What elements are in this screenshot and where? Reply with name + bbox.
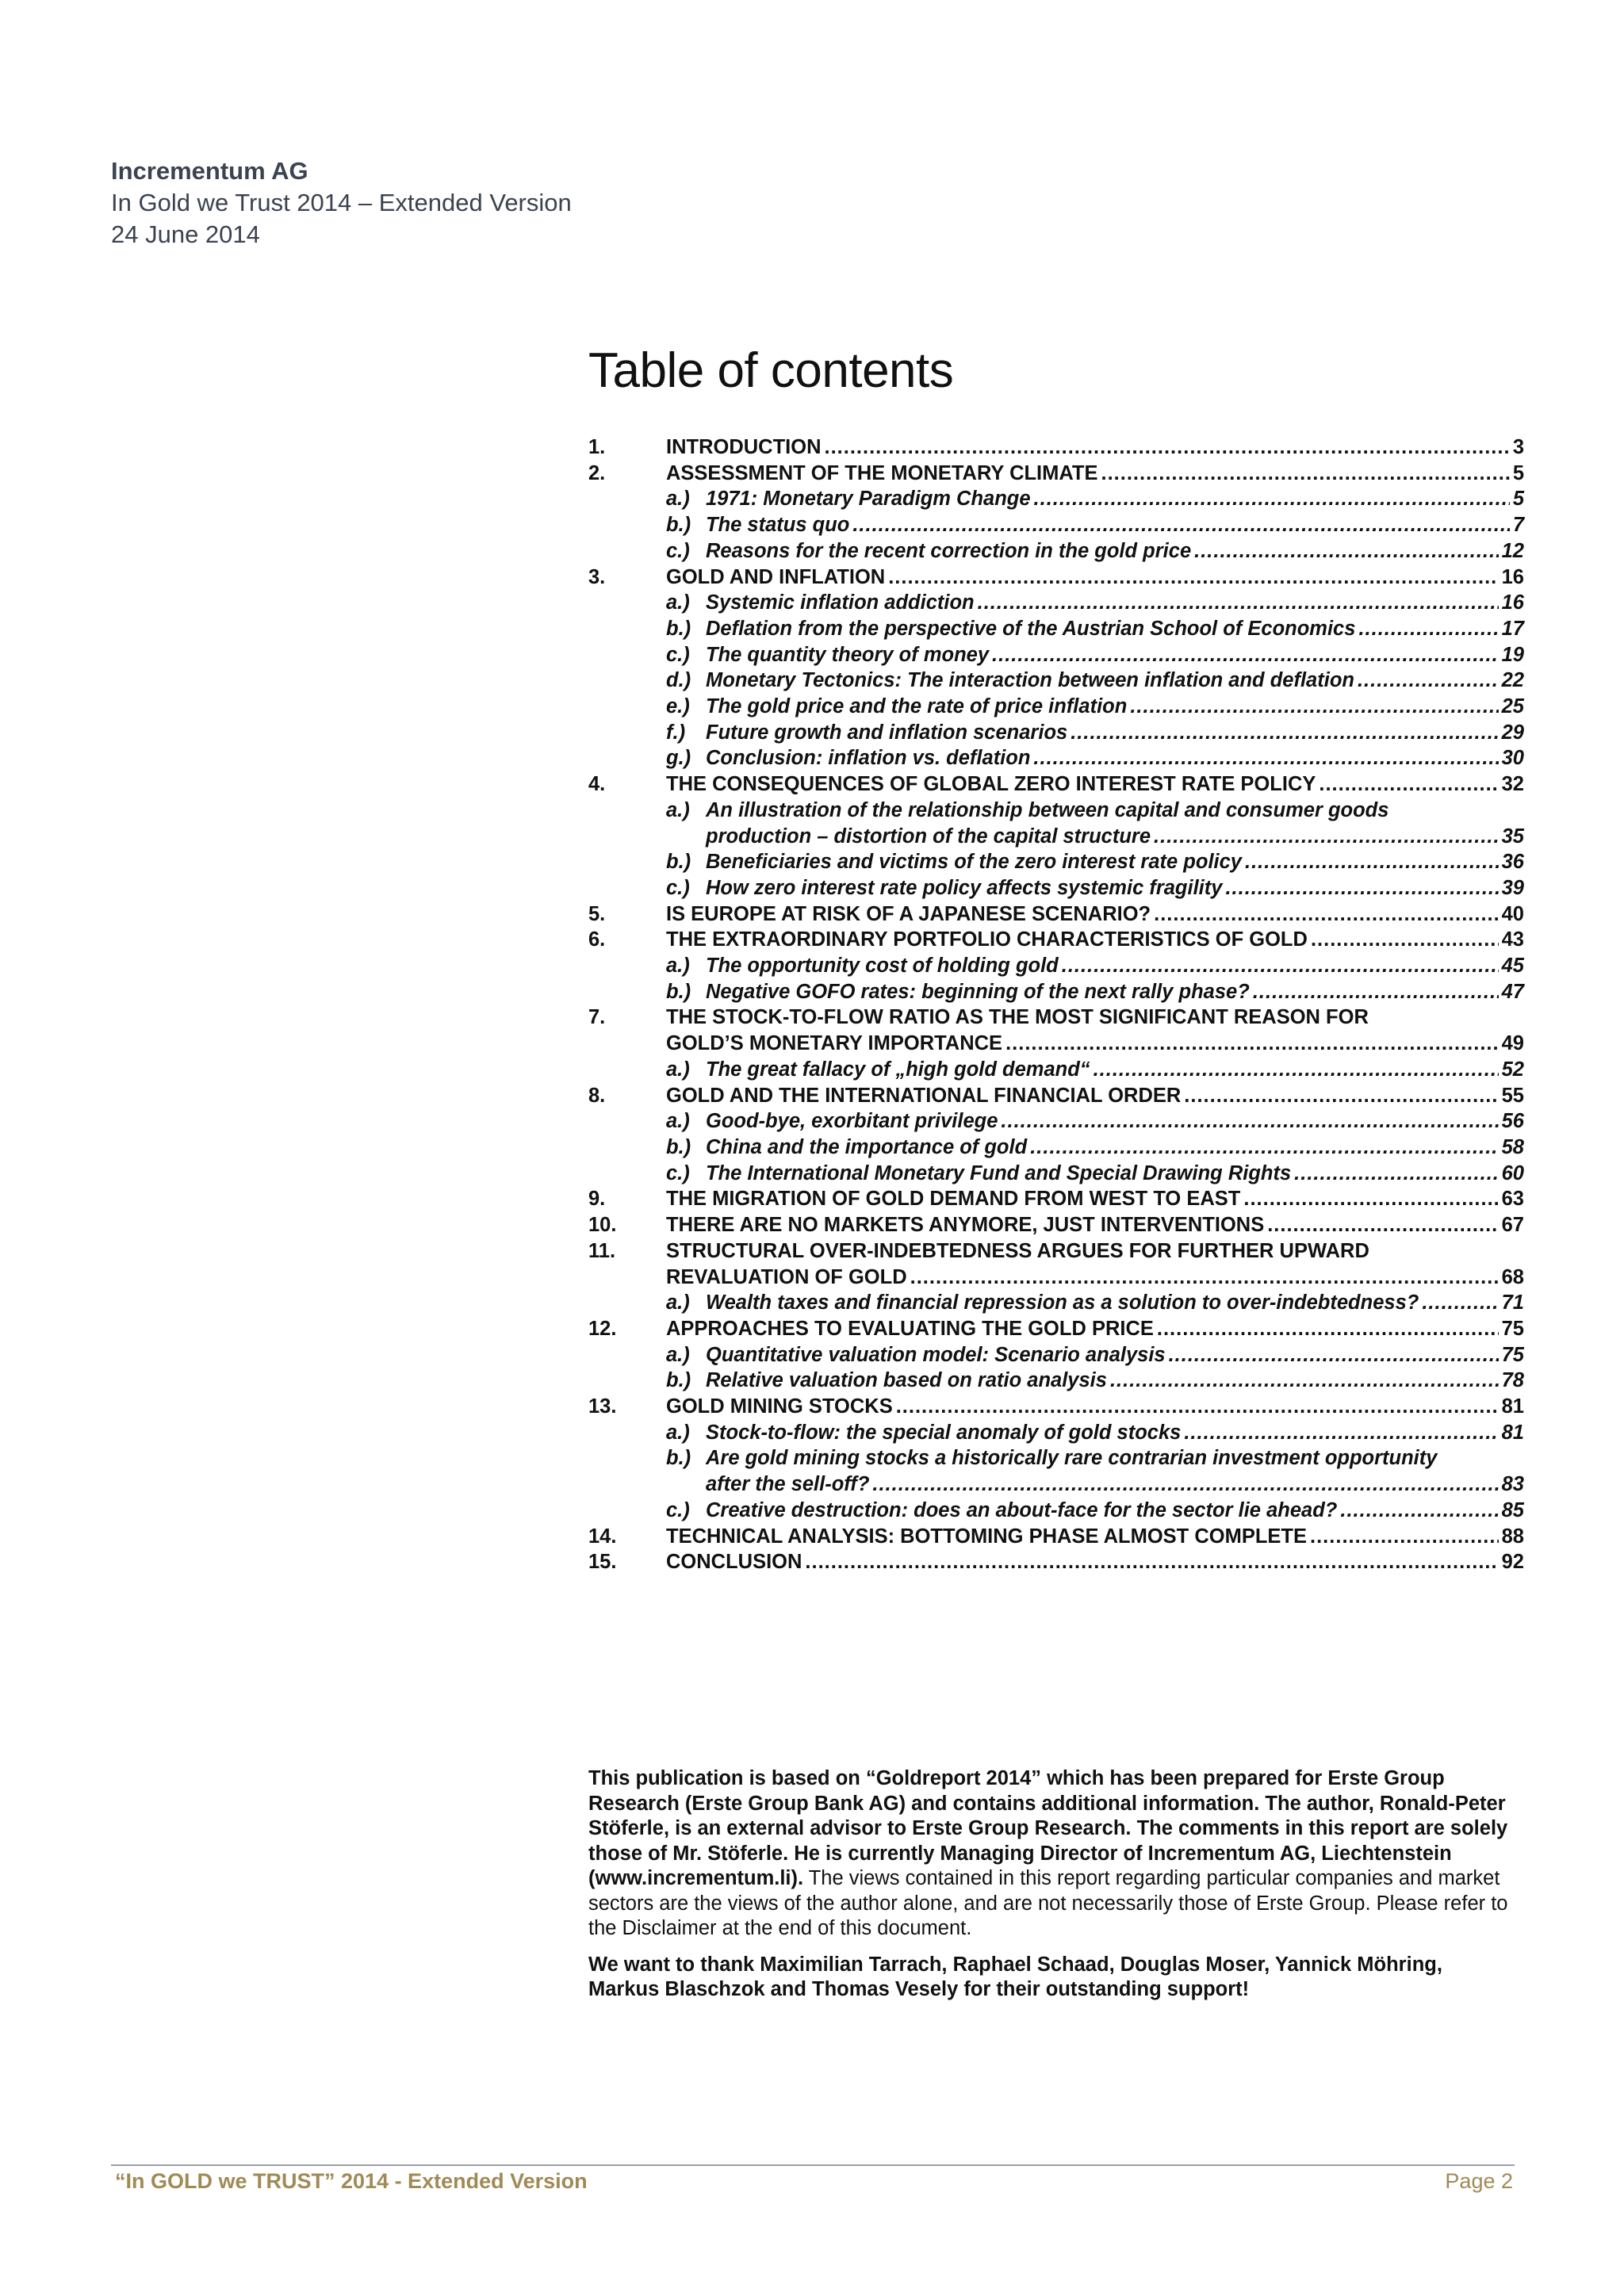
toc-entry-page: 81 bbox=[1501, 1395, 1524, 1418]
report-date: 24 June 2014 bbox=[111, 220, 260, 248]
toc-leader-dots bbox=[896, 1394, 1499, 1420]
toc-entry-page: 92 bbox=[1501, 1551, 1524, 1574]
toc-entry-page: 43 bbox=[1501, 928, 1524, 951]
toc-entry[interactable] bbox=[588, 590, 1524, 616]
toc-entry-page: 55 bbox=[1501, 1084, 1524, 1107]
toc-leader-dots bbox=[1194, 538, 1499, 564]
toc-entry-page: 67 bbox=[1501, 1214, 1524, 1237]
toc-entry-label: after the sell-off? bbox=[706, 1473, 870, 1496]
toc-entry-label: Conclusion: inflation vs. deflation bbox=[706, 747, 1031, 770]
toc-entry[interactable] bbox=[588, 564, 1524, 591]
toc-entry-letter: b.) bbox=[666, 1135, 691, 1158]
toc-entry-letter: b.) bbox=[666, 1369, 691, 1392]
document-header bbox=[111, 155, 572, 251]
toc-leader-dots bbox=[1033, 745, 1498, 771]
publication-bold-text: This publication is based on “Goldreport 2014” which has been prepared for Erste Group Research (Erste Group Bank AG) and contains additional information. The author, Ronald-Peter Stöferle, is an external advisor to Erste Group Research. The comments in this report are solely those of Mr. Stöferle. He is currently Managing Director of Incrementum AG, Liechtenstein (www.incrementum.li). bbox=[588, 1767, 1508, 1889]
toc-leader-dots bbox=[1245, 849, 1499, 875]
toc-entry-number: 15. bbox=[588, 1551, 617, 1574]
toc-entry[interactable] bbox=[588, 461, 1524, 487]
toc-entry-page: 81 bbox=[1501, 1421, 1524, 1444]
toc-entry-page: 75 bbox=[1501, 1317, 1524, 1340]
toc-entry-letter: b.) bbox=[666, 1447, 691, 1470]
toc-entry[interactable] bbox=[588, 1238, 1524, 1265]
toc-leader-dots bbox=[1062, 953, 1499, 979]
toc-entry[interactable] bbox=[588, 616, 1524, 642]
toc-leader-dots bbox=[1184, 1083, 1498, 1109]
toc-entry[interactable] bbox=[588, 798, 1524, 824]
toc-entry[interactable] bbox=[588, 1004, 1524, 1031]
toc-entry-label: The International Monetary Fund and Special Drawing Rights bbox=[706, 1161, 1292, 1184]
toc-entry-label: China and the importance of gold bbox=[706, 1135, 1028, 1158]
toc-entry[interactable] bbox=[588, 668, 1524, 694]
toc-entry-label: IS EUROPE AT RISK OF A JAPANESE SCENARIO? bbox=[666, 902, 1151, 925]
toc-entry-page: 56 bbox=[1501, 1110, 1524, 1133]
toc-entry[interactable] bbox=[588, 979, 1524, 1005]
toc-entry[interactable] bbox=[588, 1342, 1524, 1368]
toc-leader-dots bbox=[1310, 1524, 1499, 1550]
toc-entry[interactable] bbox=[588, 1031, 1524, 1057]
publication-normal-text: The views contained in this report regarding particular companies and market sectors are the views of the author alone, and are not necessarily those of Erste Group. Please refer to the Disclaimer at the end of this document. bbox=[588, 1867, 1508, 1939]
toc-entry[interactable] bbox=[588, 849, 1524, 875]
toc-entry-label: Negative GOFO rates: beginning of the next rally phase? bbox=[706, 980, 1250, 1003]
toc-entry-letter: a.) bbox=[666, 798, 690, 821]
toc-entry-page: 45 bbox=[1501, 955, 1524, 978]
toc-entry-label: ASSESSMENT OF THE MONETARY CLIMATE bbox=[666, 461, 1098, 484]
toc-entry-label: GOLD MINING STOCKS bbox=[666, 1395, 893, 1418]
toc-leader-dots bbox=[805, 1549, 1498, 1575]
toc-leader-dots bbox=[1340, 1498, 1498, 1524]
toc-entry-label: Monetary Tectonics: The interaction between inflation and deflation bbox=[706, 669, 1354, 692]
toc-entry-page: 49 bbox=[1501, 1032, 1524, 1055]
toc-entry-page: 68 bbox=[1501, 1265, 1524, 1288]
toc-entry-label: The gold price and the rate of price inflation bbox=[706, 695, 1128, 718]
toc-entry[interactable] bbox=[588, 875, 1524, 901]
toc-entry[interactable] bbox=[588, 1524, 1524, 1550]
toc-entry-label: Beneficiaries and victims of the zero interest rate policy bbox=[706, 851, 1242, 874]
toc-entry-number: 1. bbox=[588, 436, 606, 458]
toc-entry-label: The great fallacy of „high gold demand“ bbox=[706, 1058, 1090, 1081]
toc-entry-label: Future growth and inflation scenarios bbox=[706, 721, 1068, 744]
toc-entry-number: 12. bbox=[588, 1317, 617, 1340]
toc-leader-dots bbox=[1358, 668, 1499, 694]
toc-leader-dots bbox=[1001, 1108, 1498, 1135]
toc-entry[interactable] bbox=[588, 1445, 1524, 1471]
toc-entry[interactable] bbox=[588, 1420, 1524, 1446]
toc-leader-dots bbox=[1034, 486, 1510, 512]
toc-entry-label: CONCLUSION bbox=[666, 1551, 802, 1574]
toc-entry-label: The quantity theory of money bbox=[706, 643, 990, 666]
toc-entry-page: 16 bbox=[1501, 565, 1524, 588]
toc-entry-page: 58 bbox=[1501, 1135, 1524, 1158]
toc-entry-page: 16 bbox=[1501, 591, 1524, 614]
toc-entry-label: Are gold mining stocks a historically rare contrarian investment opportunity bbox=[706, 1447, 1438, 1470]
toc-leader-dots bbox=[1157, 1316, 1499, 1342]
toc-entry-letter: e.) bbox=[666, 695, 690, 718]
toc-leader-dots bbox=[1101, 461, 1510, 487]
toc-entry[interactable] bbox=[588, 953, 1524, 979]
toc-entry[interactable] bbox=[588, 486, 1524, 512]
toc-entry[interactable] bbox=[588, 824, 1524, 850]
toc-entry-page: 25 bbox=[1501, 695, 1524, 718]
toc-entry-label: An illustration of the relationship between capital and consumer goods bbox=[706, 798, 1389, 821]
toc-entry-number: 7. bbox=[588, 1006, 606, 1029]
toc-entry-label: The status quo bbox=[706, 514, 850, 537]
toc-entry[interactable] bbox=[588, 1549, 1524, 1575]
publication-note bbox=[588, 1766, 1508, 2014]
toc-entry[interactable] bbox=[588, 720, 1524, 746]
toc-entry-label: Good-bye, exorbitant privilege bbox=[706, 1110, 998, 1133]
toc-leader-dots bbox=[1294, 1161, 1498, 1187]
toc-entry-letter: c.) bbox=[666, 643, 690, 666]
toc-entry-page: 78 bbox=[1501, 1369, 1524, 1392]
toc-entry-page: 83 bbox=[1501, 1473, 1524, 1496]
toc-entry-number: 9. bbox=[588, 1188, 606, 1211]
toc-entry-page: 5 bbox=[1512, 488, 1524, 511]
toc-entry-page: 47 bbox=[1501, 980, 1524, 1003]
toc-entry-label: production – distortion of the capital structure bbox=[706, 825, 1151, 848]
toc-entry-letter: c.) bbox=[666, 1161, 690, 1184]
toc-entry[interactable] bbox=[588, 434, 1524, 461]
footer-divider bbox=[111, 2164, 1515, 2166]
toc-leader-dots bbox=[978, 590, 1499, 616]
toc-entry-letter: a.) bbox=[666, 1292, 690, 1314]
toc-entry[interactable] bbox=[588, 512, 1524, 538]
toc-entry[interactable] bbox=[588, 1057, 1524, 1083]
toc-entry-letter: a.) bbox=[666, 1110, 690, 1133]
toc-entry-letter: c.) bbox=[666, 1498, 690, 1521]
toc-entry-page: 85 bbox=[1501, 1498, 1524, 1521]
toc-entry-letter: a.) bbox=[666, 591, 690, 614]
toc-entry-label: THERE ARE NO MARKETS ANYMORE, JUST INTERVENTIONS bbox=[666, 1214, 1265, 1237]
toc-leader-dots bbox=[872, 1471, 1498, 1498]
toc-leader-dots bbox=[1094, 1057, 1499, 1083]
report-title: In Gold we Trust 2014 – Extended Version bbox=[111, 189, 572, 216]
toc-entry-letter: d.) bbox=[666, 669, 691, 692]
toc-entry-page: 60 bbox=[1501, 1161, 1524, 1184]
toc-entry-page: 7 bbox=[1512, 514, 1524, 537]
toc-leader-dots bbox=[824, 434, 1509, 461]
toc-entry[interactable] bbox=[588, 1316, 1524, 1342]
toc-title: Table of contents bbox=[588, 343, 954, 398]
toc-leader-dots bbox=[1267, 1212, 1498, 1238]
toc-entry-letter: a.) bbox=[666, 1343, 690, 1366]
toc-entry[interactable] bbox=[588, 538, 1524, 564]
toc-entry-letter: c.) bbox=[666, 876, 690, 899]
publication-paragraph bbox=[588, 1766, 1508, 1942]
toc-leader-dots bbox=[1110, 1368, 1499, 1394]
toc-entry-label: GOLD’S MONETARY IMPORTANCE bbox=[666, 1032, 1003, 1055]
toc-entry-label: APPROACHES TO EVALUATING THE GOLD PRICE bbox=[666, 1317, 1154, 1340]
toc-entry-label: THE CONSEQUENCES OF GLOBAL ZERO INTEREST RATE POLICY bbox=[666, 773, 1316, 796]
toc-leader-dots bbox=[1071, 720, 1498, 746]
toc-entry-page: 32 bbox=[1501, 773, 1524, 796]
toc-entry-label: Creative destruction: does an about-face for the sector lie ahead? bbox=[706, 1498, 1338, 1521]
footer-title: “In GOLD we TRUST” 2014 - Extended Version bbox=[115, 2169, 588, 2193]
toc-leader-dots bbox=[1243, 1186, 1498, 1212]
toc-leader-dots bbox=[1184, 1420, 1498, 1446]
toc-leader-dots bbox=[1311, 927, 1499, 953]
toc-leader-dots bbox=[1130, 694, 1498, 720]
acknowledgements: We want to thank Maximilian Tarrach, Raphael Schaad, Douglas Moser, Yannick Möhring, Markus Blaschzok and Thomas Vesely for their outstanding support! bbox=[588, 1953, 1442, 2000]
toc-entry-page: 29 bbox=[1501, 721, 1524, 744]
toc-entry-letter: b.) bbox=[666, 980, 691, 1003]
toc-entry[interactable] bbox=[588, 694, 1524, 720]
toc-entry-page: 35 bbox=[1501, 825, 1524, 848]
toc-leader-dots bbox=[1154, 901, 1498, 928]
toc-entry-page: 75 bbox=[1501, 1343, 1524, 1366]
toc-entry-number: 6. bbox=[588, 928, 606, 951]
toc-entry-letter: b.) bbox=[666, 514, 691, 537]
toc-leader-dots bbox=[1005, 1031, 1499, 1057]
toc-entry-page: 22 bbox=[1501, 669, 1524, 692]
toc-entry-page: 88 bbox=[1501, 1525, 1524, 1548]
toc-entry[interactable] bbox=[588, 1161, 1524, 1187]
toc-entry-letter: a.) bbox=[666, 1058, 690, 1081]
toc-entry-letter: b.) bbox=[666, 617, 691, 640]
toc-entry-number: 5. bbox=[588, 902, 606, 925]
toc-entry-label: Wealth taxes and financial repression as a solution to over-indebtedness? bbox=[706, 1292, 1419, 1314]
toc-leader-dots bbox=[888, 564, 1498, 591]
toc-entry-label: Quantitative valuation model: Scenario analysis bbox=[706, 1343, 1166, 1366]
toc-leader-dots bbox=[1422, 1290, 1498, 1316]
toc-entry-label: STRUCTURAL OVER-INDEBTEDNESS ARGUES FOR FURTHER UPWARD bbox=[666, 1239, 1369, 1262]
toc-entry-letter: a.) bbox=[666, 488, 690, 511]
toc-entry-label: GOLD AND INFLATION bbox=[666, 565, 886, 588]
toc-entry-page: 5 bbox=[1512, 461, 1524, 484]
toc-entry-page: 52 bbox=[1501, 1058, 1524, 1081]
table-of-contents bbox=[588, 434, 1524, 1575]
toc-leader-dots bbox=[1319, 771, 1498, 798]
toc-entry[interactable] bbox=[588, 745, 1524, 771]
toc-leader-dots bbox=[1225, 875, 1498, 901]
toc-entry[interactable] bbox=[588, 771, 1524, 798]
toc-leader-dots bbox=[1169, 1342, 1499, 1368]
toc-entry[interactable] bbox=[588, 1186, 1524, 1212]
toc-entry-number: 8. bbox=[588, 1084, 606, 1107]
toc-entry-page: 30 bbox=[1501, 747, 1524, 770]
toc-entry[interactable] bbox=[588, 1368, 1524, 1394]
toc-entry-label: How zero interest rate policy affects systemic fragility bbox=[706, 876, 1223, 899]
toc-leader-dots bbox=[852, 512, 1509, 538]
toc-entry[interactable] bbox=[588, 927, 1524, 953]
toc-entry-number: 3. bbox=[588, 565, 606, 588]
toc-entry-letter: f.) bbox=[666, 721, 686, 744]
toc-entry-label: Stock-to-flow: the special anomaly of gold stocks bbox=[706, 1421, 1182, 1444]
toc-entry[interactable] bbox=[588, 1083, 1524, 1109]
toc-entry[interactable] bbox=[588, 1108, 1524, 1135]
toc-leader-dots bbox=[1154, 824, 1499, 850]
toc-entry-label: REVALUATION OF GOLD bbox=[666, 1265, 907, 1288]
toc-entry[interactable] bbox=[588, 1290, 1524, 1316]
toc-entry-number: 14. bbox=[588, 1525, 617, 1548]
toc-leader-dots bbox=[992, 642, 1499, 668]
toc-entry[interactable] bbox=[588, 1135, 1524, 1161]
toc-entry-page: 40 bbox=[1501, 902, 1524, 925]
toc-leader-dots bbox=[1253, 979, 1499, 1005]
toc-entry-label: The opportunity cost of holding gold bbox=[706, 955, 1059, 978]
toc-entry-label: THE STOCK-TO-FLOW RATIO AS THE MOST SIGNIFICANT REASON FOR bbox=[666, 1006, 1369, 1029]
toc-entry[interactable] bbox=[588, 901, 1524, 928]
toc-entry[interactable] bbox=[588, 1212, 1524, 1238]
toc-entry-letter: a.) bbox=[666, 1421, 690, 1444]
toc-entry[interactable] bbox=[588, 1394, 1524, 1420]
toc-entry-label: Deflation from the perspective of the Austrian School of Economics bbox=[706, 617, 1356, 640]
toc-entry-letter: b.) bbox=[666, 851, 691, 874]
toc-entry-label: GOLD AND THE INTERNATIONAL FINANCIAL ORDER bbox=[666, 1084, 1182, 1107]
toc-entry-page: 71 bbox=[1501, 1292, 1524, 1314]
toc-entry[interactable] bbox=[588, 1498, 1524, 1524]
toc-entry-page: 36 bbox=[1501, 851, 1524, 874]
toc-entry-number: 4. bbox=[588, 773, 606, 796]
toc-entry-letter: g.) bbox=[666, 747, 691, 770]
toc-entry-page: 19 bbox=[1501, 643, 1524, 666]
toc-entry-label: THE EXTRAORDINARY PORTFOLIO CHARACTERISTICS OF GOLD bbox=[666, 928, 1308, 951]
toc-entry-label: Relative valuation based on ratio analysis bbox=[706, 1369, 1107, 1392]
toc-entry-page: 17 bbox=[1501, 617, 1524, 640]
toc-entry-label: Reasons for the recent correction in the gold price bbox=[706, 539, 1192, 562]
toc-entry-label: THE MIGRATION OF GOLD DEMAND FROM WEST TO EAST bbox=[666, 1188, 1241, 1211]
page-number: Page 2 bbox=[1445, 2169, 1513, 2193]
toc-entry-page: 3 bbox=[1512, 436, 1524, 458]
company-name: Incrementum AG bbox=[111, 157, 308, 185]
toc-entry-number: 11. bbox=[588, 1239, 616, 1262]
toc-entry-letter: a.) bbox=[666, 955, 690, 978]
toc-entry-letter: c.) bbox=[666, 539, 690, 562]
toc-entry-label: Systemic inflation addiction bbox=[706, 591, 975, 614]
toc-entry-number: 10. bbox=[588, 1214, 617, 1237]
toc-entry-label: INTRODUCTION bbox=[666, 436, 822, 458]
toc-entry-page: 39 bbox=[1501, 876, 1524, 899]
toc-leader-dots bbox=[1030, 1135, 1498, 1161]
toc-entry-label: TECHNICAL ANALYSIS: BOTTOMING PHASE ALMOST COMPLETE bbox=[666, 1525, 1308, 1548]
toc-leader-dots bbox=[1358, 616, 1498, 642]
toc-entry-page: 12 bbox=[1501, 539, 1524, 562]
toc-entry-page: 63 bbox=[1501, 1188, 1524, 1211]
toc-entry-number: 2. bbox=[588, 461, 606, 484]
toc-entry-label: 1971: Monetary Paradigm Change bbox=[706, 488, 1031, 511]
toc-entry[interactable] bbox=[588, 642, 1524, 668]
toc-entry[interactable] bbox=[588, 1471, 1524, 1498]
toc-entry-number: 13. bbox=[588, 1395, 617, 1418]
toc-leader-dots bbox=[910, 1265, 1499, 1291]
toc-entry[interactable] bbox=[588, 1265, 1524, 1291]
